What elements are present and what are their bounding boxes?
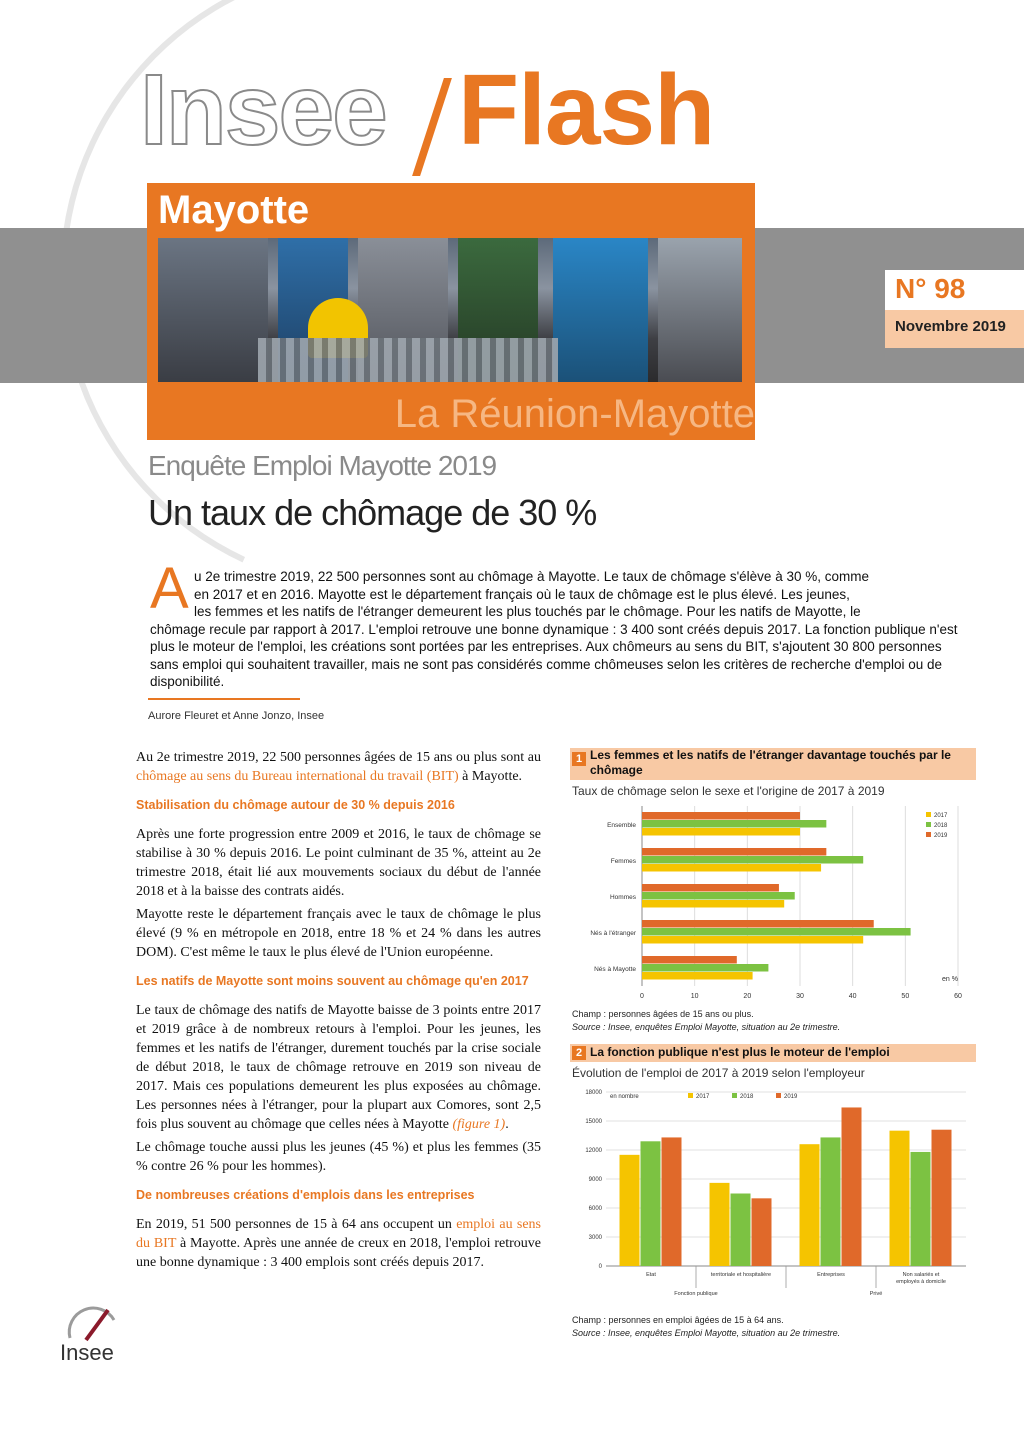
figure-1-note-source: Source : Insee, enquêtes Emploi Mayotte, situation au 2e trimestre. [572, 1022, 841, 1032]
section-heading: Les natifs de Mayotte sont moins souvent au chômage qu'en 2017 [136, 974, 529, 988]
bar-2019 [642, 956, 737, 964]
article-abstract [150, 568, 972, 691]
category-label: Nés à l'étranger [590, 930, 636, 937]
legend-label: 2019 [934, 833, 948, 839]
y-tick-label: 3000 [588, 1235, 602, 1241]
y-tick-label: 15000 [585, 1119, 602, 1125]
x-tick-label: 60 [954, 993, 962, 1000]
body-text: à Mayotte. [458, 769, 523, 784]
section-heading: De nombreuses créations d'emplois dans les entreprises [136, 1188, 475, 1202]
bar-2019 [642, 812, 800, 820]
abstract-dropcap: A [150, 556, 189, 621]
figure-2-title: La fonction publique n'est plus le moteur de l'emploi [590, 1045, 890, 1059]
body-paragraph [136, 748, 541, 786]
abstract-rest: chômage recule par rapport à 2017. L'emploi retrouve une bonne dynamique : 3 400 sont créés depuis 2017. La fonction publique n'est plus le moteur de l'emploi, les créations sont portées par les entreprises. Aux chômeurs au sens du BIT, s'ajoutent 30 800 personnes sans emploi qui souhaitent travailler, mais ne sont pas considérés comme chômeuses selon les critères de recherche d'emploi ou de disponibilité. [150, 621, 958, 689]
bit-employment-link[interactable]: emploi au sens du BIT [136, 1217, 541, 1251]
y-tick-label: 6000 [588, 1206, 602, 1212]
body-text: Au 2e trimestre 2019, 22 500 personnes âgées de 15 ans ou plus sont au [136, 750, 541, 765]
figure-1-note-champ: Champ : personnes âgées de 15 ans ou plus. [572, 1009, 754, 1019]
masthead-series: Flash [458, 54, 715, 166]
legend-swatch [926, 822, 931, 827]
bar-2018 [641, 1141, 661, 1266]
footer-logo-text: Insee [60, 1340, 114, 1365]
masthead-edition: Mayotte [158, 188, 310, 232]
legend-label: 2018 [934, 823, 948, 829]
bar-2018 [642, 964, 768, 972]
legend-label: 2019 [784, 1094, 798, 1100]
body-paragraph [136, 1001, 541, 1134]
bar-2018 [821, 1137, 841, 1266]
abstract-line-1: u 2e trimestre 2019, 22 500 personnes sont au chômage à Mayotte. Le taux de chômage s'élève à 30 %, comme [194, 569, 869, 584]
figure-2-note-source: Source : Insee, enquêtes Emploi Mayotte, situation au 2e trimestre. [572, 1328, 841, 1338]
group-label-public: Fonction publique [674, 1291, 718, 1297]
bar-2017 [642, 828, 800, 836]
y-tick-label: 12000 [585, 1148, 602, 1154]
body-paragraph: Le chômage touche aussi plus les jeunes (45 %) et plus les femmes (35 % contre 26 % pour les hommes). [136, 1140, 541, 1174]
category-label: Etat [646, 1272, 656, 1278]
bar-2019 [662, 1137, 682, 1266]
legend-label: 2018 [740, 1094, 754, 1100]
bar-2017 [642, 936, 863, 944]
group-label-private: Privé [869, 1291, 883, 1297]
abstract-line-2: en 2017 et en 2016. Mayotte est le département français où le taux de chômage est le plus élevé. Les jeunes, [194, 586, 850, 602]
body-text: Le taux de chômage des natifs de Mayotte baisse de 3 points entre 2017 et 2019 grâce à de nombreux retours à l'emploi. Pour les jeunes, les femmes et les natifs de l'étranger, durement touchés par la crise sociale de début 2018, le taux de chômage retrouve en 2019 son niveau de 2017. Mais ces populations demeurent les plus exposées au chômage. Les personnes nées à l'étranger, pour la plupart aux Comores, sont 2,5 fois plus souvent au chômage que celles nées à Mayotte [136, 1003, 541, 1132]
y-tick-label: 0 [598, 1264, 602, 1270]
legend-label: 2017 [696, 1094, 710, 1100]
category-label: Entreprises [817, 1272, 845, 1278]
figure-1-subtitle: Taux de chômage selon le sexe et l'origine de 2017 à 2019 [572, 784, 885, 798]
category-label: territoriale et hospitalière [710, 1272, 772, 1278]
figure-2-subtitle: Évolution de l'emploi de 2017 à 2019 selon l'employeur [572, 1066, 865, 1080]
bit-unemployment-link[interactable]: chômage au sens du Bureau international du travail (BIT) [136, 769, 459, 784]
x-tick-label: 20 [743, 993, 752, 1000]
bar-2018 [642, 892, 795, 900]
body-text: . [505, 1117, 509, 1132]
bar-2017 [642, 864, 821, 872]
body-paragraph: Mayotte reste le département français avec le taux de chômage le plus élevé (9 % en métropole en 2018, entre 18 % et 24 % dans les autres DOM). C'est même le taux le plus élevé de l'Union européenne. [136, 907, 541, 960]
y-tick-label: 18000 [585, 1090, 602, 1096]
y-axis-unit: en nombre [610, 1094, 639, 1100]
legend-swatch [688, 1093, 693, 1098]
figure-1-link[interactable]: (figure 1) [452, 1117, 506, 1132]
bar-2019 [932, 1130, 952, 1266]
body-text: En 2019, 51 500 personnes de 15 à 64 ans occupent un [136, 1217, 457, 1232]
bar-2019 [752, 1198, 772, 1266]
bar-2017 [642, 900, 784, 908]
y-tick-label: 9000 [588, 1177, 602, 1183]
legend-swatch [776, 1093, 781, 1098]
article-authors: Aurore Fleuret et Anne Jonzo, Insee [148, 710, 325, 722]
x-tick-label: 50 [901, 993, 910, 1000]
x-axis-unit: en % [942, 976, 958, 983]
abstract-rule [148, 698, 300, 700]
bar-2018 [642, 856, 863, 864]
bar-2019 [642, 884, 779, 892]
issue-date: Novembre 2019 [895, 318, 1006, 335]
bar-2017 [800, 1144, 820, 1266]
article-headline: Un taux de chômage de 30 % [148, 492, 597, 533]
issue-number: N° 98 [895, 273, 966, 304]
x-tick-label: 10 [690, 993, 699, 1000]
x-tick-label: 30 [796, 993, 804, 1000]
legend-label: 2017 [934, 813, 948, 819]
masthead-region: La Réunion-Mayotte [394, 392, 755, 436]
x-tick-label: 40 [848, 993, 857, 1000]
bar-2018 [911, 1152, 931, 1266]
figure-2-chart [570, 1084, 976, 1304]
bar-2018 [642, 928, 911, 936]
legend-swatch [926, 832, 931, 837]
category-label: Femmes [610, 858, 636, 865]
bar-2017 [642, 972, 753, 980]
figure-1-title: Les femmes et les natifs de l'étranger davantage touchés par le chômage [590, 748, 951, 777]
bar-2017 [710, 1183, 730, 1266]
bar-2019 [642, 848, 826, 856]
bar-2019 [842, 1107, 862, 1266]
figure-2-note-champ: Champ : personnes en emploi âgées de 15 à 64 ans. [572, 1315, 784, 1325]
bar-2018 [731, 1194, 751, 1267]
figure-1-chart [570, 800, 976, 1006]
category-label: Nés à Mayotte [594, 966, 636, 973]
body-text: à Mayotte. Après une année de creux en 2018, l'emploi retrouve une bonne dynamique : 3 400 emplois sont créés depuis 2017. [136, 1236, 541, 1270]
bar-2019 [642, 920, 874, 928]
cover-photo [158, 238, 742, 382]
abstract-line-3: les femmes et les natifs de l'étranger demeurent les plus touchés par le chômage. Pour les natifs de Mayotte, le [194, 604, 861, 619]
legend-swatch [732, 1093, 737, 1098]
figure-1-number: 1 [572, 752, 586, 766]
body-paragraph: Après une forte progression entre 2009 et 2016, le taux de chômage se stabilise à 30 % depuis 2016. Le point culminant de 35 %, atteint au 2e trimestre 2018, était lié aux mouvements sociaux du début de l'année 2018 et à la baisse des contrats aidés. [136, 827, 541, 899]
article-kicker: Enquête Emploi Mayotte 2019 [148, 450, 497, 481]
bar-2017 [890, 1131, 910, 1266]
category-label: Non salariés et [902, 1272, 940, 1278]
bar-2018 [642, 820, 826, 828]
category-label: employés à domicile [896, 1279, 946, 1285]
category-label: Ensemble [607, 822, 636, 829]
x-tick-label: 0 [640, 993, 644, 1000]
body-paragraph [136, 1215, 541, 1272]
category-label: Hommes [609, 894, 636, 901]
article-body [136, 748, 541, 1276]
section-heading: Stabilisation du chômage autour de 30 % depuis 2016 [136, 798, 455, 812]
bar-2017 [620, 1155, 640, 1266]
masthead-brand: Insee [140, 54, 386, 166]
legend-swatch [926, 812, 931, 817]
figure-2-number: 2 [572, 1046, 586, 1060]
